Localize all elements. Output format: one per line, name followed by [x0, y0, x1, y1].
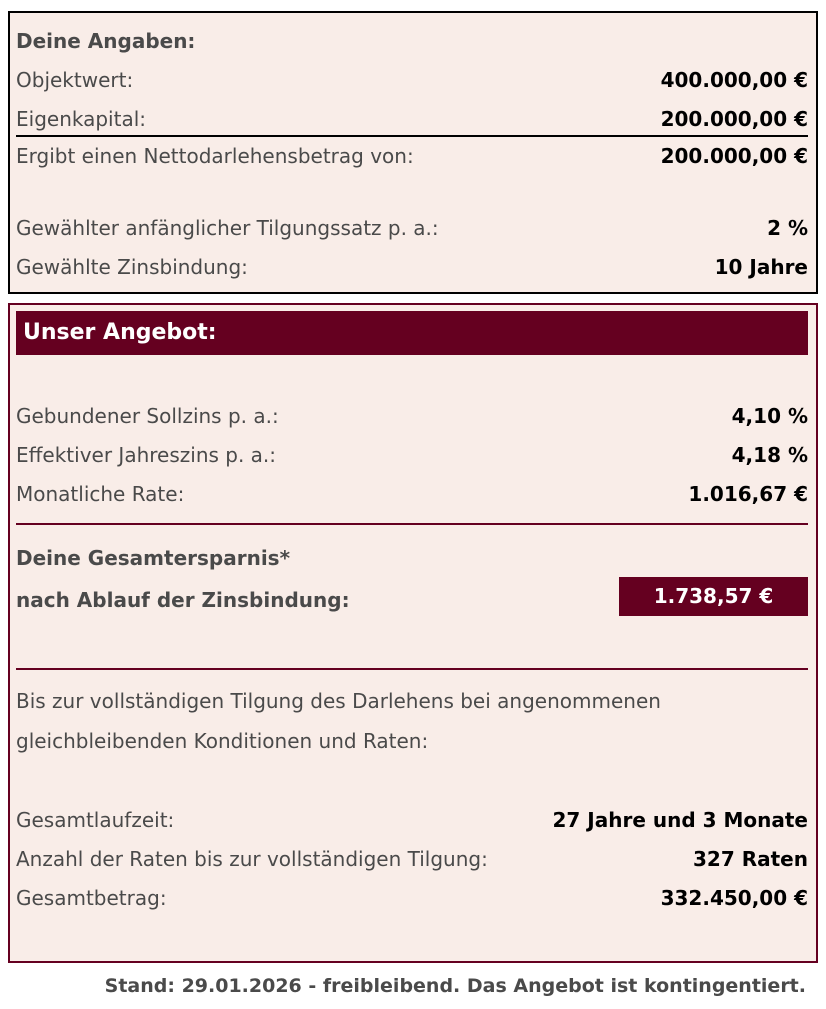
savings-divider — [16, 668, 808, 670]
row-gesamtbetrag — [16, 886, 808, 912]
row-sollzins — [16, 404, 808, 430]
nettodarlehensbetrag-value: 200.000,00 € — [660, 144, 808, 168]
gesamtlaufzeit-value: 27 Jahre und 3 Monate — [552, 808, 808, 832]
anzahl-raten-label: Anzahl der Raten bis zur vollständigen Tilgung: — [16, 847, 488, 871]
anzahl-raten-value: 327 Raten — [693, 847, 808, 871]
effektivzins-value: 4,18 % — [731, 443, 808, 467]
repayment-note-line2: gleichbleibenden Konditionen und Raten: — [16, 729, 429, 753]
row-nettodarlehensbetrag — [16, 144, 808, 170]
savings-label-line2: nach Ablauf der Zinsbindung: — [16, 588, 350, 612]
gesamtlaufzeit-label: Gesamtlaufzeit: — [16, 808, 175, 832]
row-gesamtlaufzeit — [16, 808, 808, 834]
offer-heading: Unser Angebot: — [16, 311, 808, 355]
row-objektwert — [16, 68, 808, 94]
sollzins-label: Gebundener Sollzins p. a.: — [16, 404, 279, 428]
row-tilgungssatz — [16, 216, 808, 242]
savings-value-badge: 1.738,57 € — [619, 577, 808, 616]
sum-divider — [16, 135, 808, 137]
tilgungssatz-value: 2 % — [767, 216, 808, 240]
zinsbindung-label: Gewählte Zinsbindung: — [16, 255, 248, 279]
row-zinsbindung — [16, 255, 808, 281]
rates-divider — [16, 523, 808, 525]
sollzins-value: 4,10 % — [731, 404, 808, 428]
repayment-note-line1: Bis zur vollständigen Tilgung des Darlehens bei angenommenen — [16, 689, 661, 713]
eigenkapital-label: Eigenkapital: — [16, 107, 146, 131]
zinsbindung-value: 10 Jahre — [714, 255, 808, 279]
offer-panel — [8, 303, 818, 963]
inputs-heading: Deine Angaben: — [16, 29, 196, 53]
inputs-heading-row — [16, 29, 808, 55]
eigenkapital-value: 200.000,00 € — [660, 107, 808, 131]
monatliche-rate-value: 1.016,67 € — [688, 482, 808, 506]
effektivzins-label: Effektiver Jahreszins p. a.: — [16, 443, 277, 467]
offer-status-footer: Stand: 29.01.2026 - freibleibend. Das Angebot ist kontingentiert. — [104, 975, 806, 997]
gesamtbetrag-label: Gesamtbetrag: — [16, 886, 167, 910]
monatliche-rate-label: Monatliche Rate: — [16, 482, 185, 506]
user-inputs-panel — [8, 11, 818, 294]
row-eigenkapital — [16, 107, 808, 133]
tilgungssatz-label: Gewählter anfänglicher Tilgungssatz p. a.: — [16, 216, 439, 240]
savings-label-row-1 — [16, 546, 808, 572]
row-effektivzins — [16, 443, 808, 469]
row-anzahl-raten — [16, 847, 808, 873]
nettodarlehensbetrag-label: Ergibt einen Nettodarlehensbetrag von: — [16, 144, 414, 168]
row-monatliche-rate — [16, 482, 808, 508]
gesamtbetrag-value: 332.450,00 € — [660, 886, 808, 910]
objektwert-label: Objektwert: — [16, 68, 134, 92]
objektwert-value: 400.000,00 € — [660, 68, 808, 92]
savings-label-line1: Deine Gesamtersparnis* — [16, 546, 291, 570]
